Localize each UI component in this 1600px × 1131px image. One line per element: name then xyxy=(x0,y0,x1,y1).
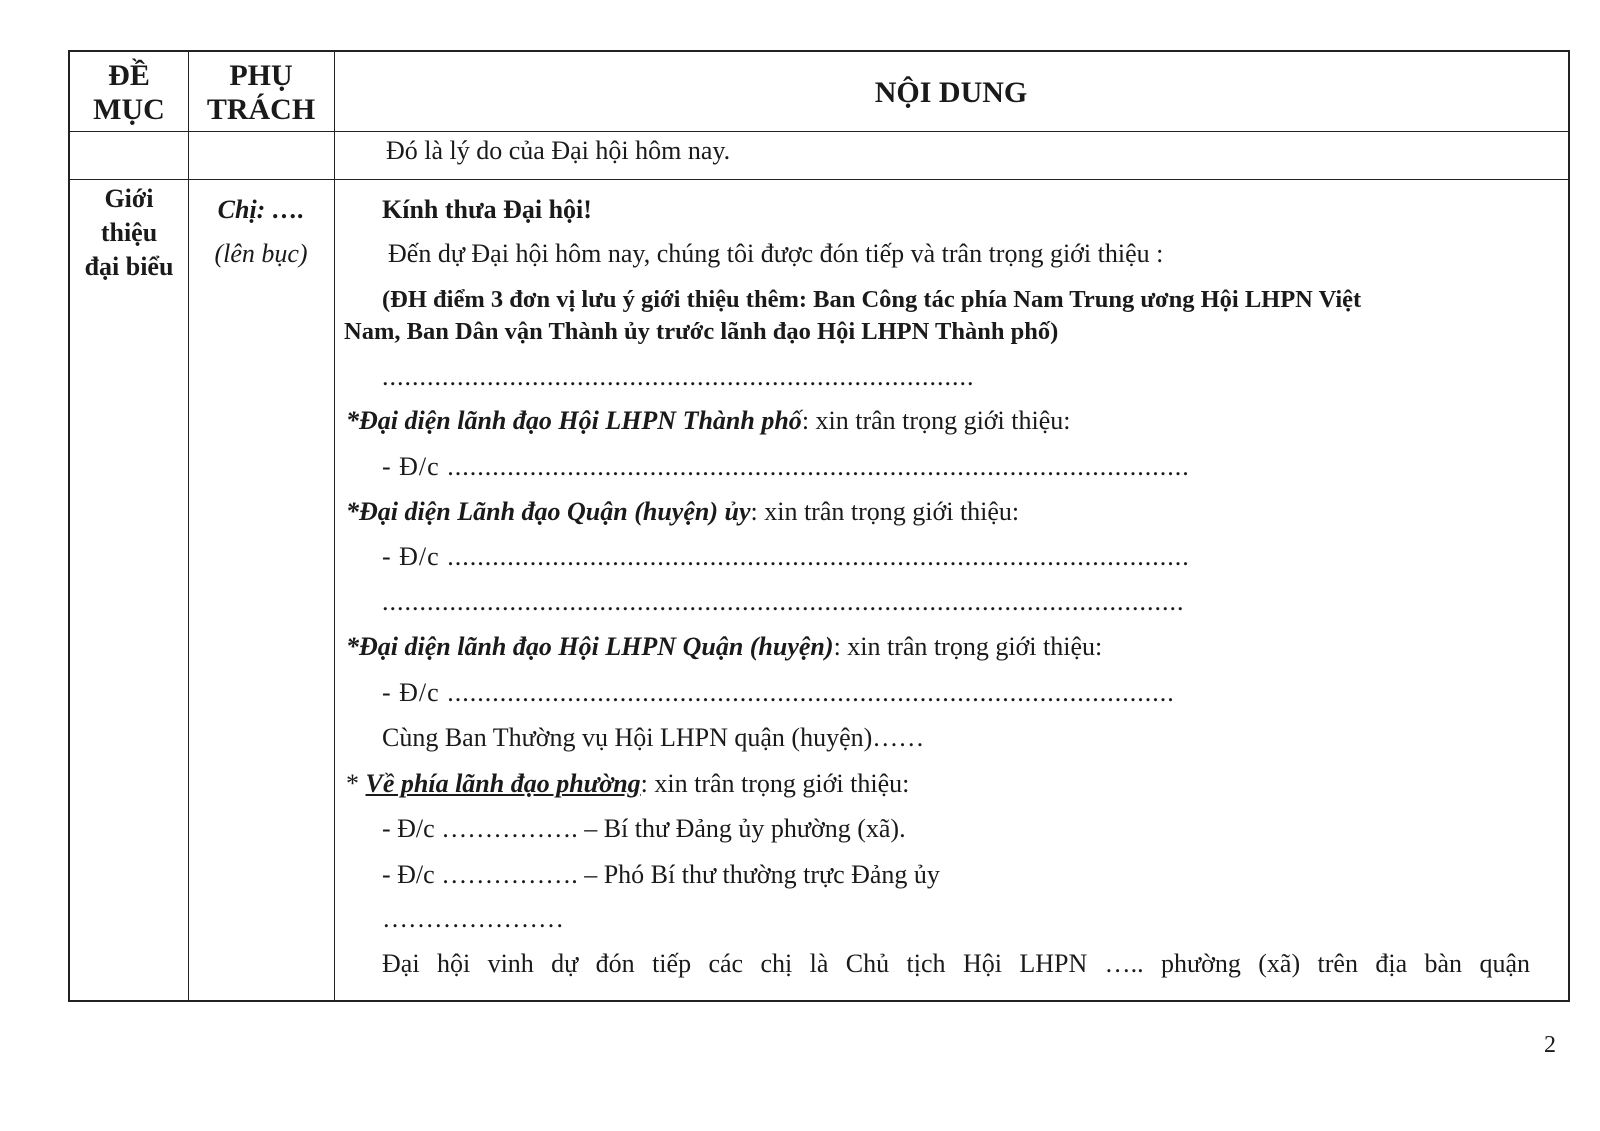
ward-leaders-line xyxy=(346,769,909,799)
section-line1: Giới xyxy=(104,184,154,213)
program-table xyxy=(68,50,1570,1002)
ward-item-1: - Đ/c ……………. – Bí thư Đảng ủy phường (xã). xyxy=(382,814,906,843)
district-party-line xyxy=(346,497,1019,527)
city-item: - Đ/c ................................................................................................... xyxy=(382,452,1190,481)
presenter-name: Chị: …. xyxy=(217,195,305,224)
closing-line: Đại hội vinh dự đón tiếp các chị là Chủ tịch Hội LHPN ….. phường (xã) trên địa bàn quận xyxy=(382,949,1530,978)
header-phu-trach-line2: TRÁCH xyxy=(206,93,316,126)
standing-committee-line: Cùng Ban Thường vụ Hội LHPN quận (huyện)…… xyxy=(382,723,925,752)
note-line-1: (ĐH điểm 3 đơn vị lưu ý giới thiệu thêm: Ban Công tác phía Nam Trung ương Hội LHPN Việt xyxy=(382,286,1362,313)
row1-content: Đó là lý do của Đại hội hôm nay. xyxy=(386,136,731,165)
district-party-suffix: : xin trân trọng giới thiệu: xyxy=(750,497,1020,526)
ward-star: * xyxy=(346,769,366,798)
city-suffix: : xin trân trọng giới thiệu: xyxy=(801,406,1071,435)
header-de-muc-line2: MỤC xyxy=(93,93,165,126)
district-women-heading: *Đại diện lãnh đạo Hội LHPN Quận (huyện) xyxy=(346,632,834,661)
header-de-muc-line1: ĐỀ xyxy=(108,59,150,92)
header-noi-dung: NỘI DUNG xyxy=(874,76,1028,109)
district-party-item: - Đ/c ................................................................................................... xyxy=(382,542,1190,571)
header-phu-trach xyxy=(188,59,334,127)
dotted-line-2: ........................................................................................................... xyxy=(382,587,1185,616)
note-line-2: Nam, Ban Dân vận Thành ủy trước lãnh đạo Hội LHPN Thành phố) xyxy=(344,318,1059,345)
presenter-note: (lên bục) xyxy=(214,239,308,268)
section-line3: đại biểu xyxy=(84,252,174,281)
section-line2: thiệu xyxy=(100,218,158,247)
dotted-line-3: ………………… xyxy=(382,904,564,933)
column-divider xyxy=(334,52,335,1000)
header-de-muc xyxy=(70,59,188,127)
city-women-union-line xyxy=(346,406,1070,436)
intro-text: Đến dự Đại hội hôm nay, chúng tôi được đón tiếp và trân trọng giới thiệu : xyxy=(388,239,1164,268)
ward-suffix: : xin trân trọng giới thiệu: xyxy=(640,769,910,798)
header-phu-trach-line1: PHỤ xyxy=(229,59,293,92)
row-divider xyxy=(70,179,1568,180)
section-gioi-thieu-dai-bieu xyxy=(70,182,188,284)
district-women-union-line xyxy=(346,632,1102,662)
district-party-heading: *Đại diện Lãnh đạo Quận (huyện) ủy xyxy=(346,497,751,526)
city-heading: *Đại diện lãnh đạo Hội LHPN Thành phố xyxy=(346,406,802,435)
district-women-suffix: : xin trân trọng giới thiệu: xyxy=(833,632,1103,661)
ward-heading: Về phía lãnh đạo phường xyxy=(365,769,641,798)
header-divider xyxy=(70,131,1568,132)
dotted-line-1: ............................................................................... xyxy=(382,362,975,391)
page-number: 2 xyxy=(1544,1032,1556,1058)
presenter-cell xyxy=(188,195,334,269)
ward-item-2: - Đ/c ……………. – Phó Bí thư thường trực Đảng ủy xyxy=(382,860,940,889)
district-women-item: - Đ/c ................................................................................................. xyxy=(382,678,1175,707)
greeting: Kính thưa Đại hội! xyxy=(382,195,592,224)
